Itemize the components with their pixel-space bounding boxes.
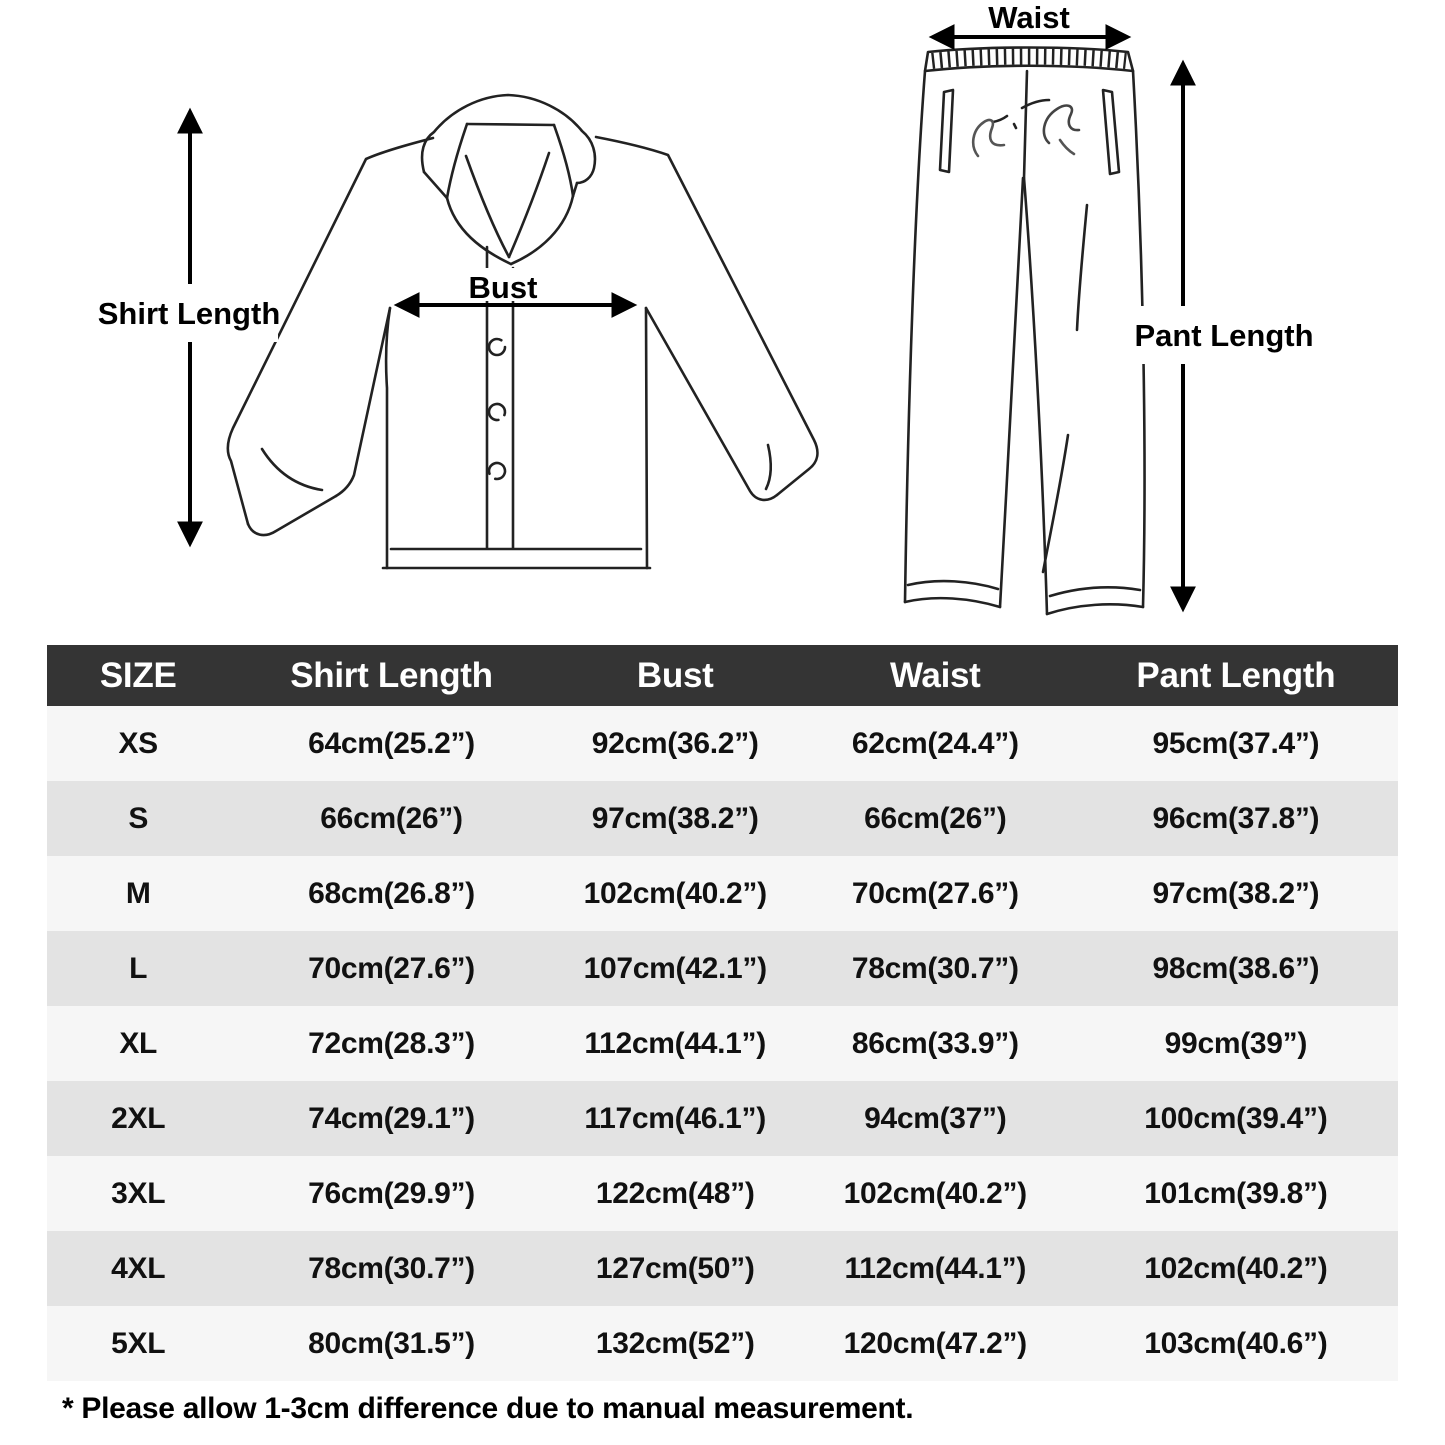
pants-drawing — [905, 48, 1145, 615]
table-row-m — [47, 856, 1398, 931]
cell-size: 4XL — [111, 1251, 166, 1285]
table-row-5xl — [47, 1306, 1398, 1381]
shirt-drawing — [228, 95, 818, 568]
cell-bust: 122cm(48”) — [595, 1176, 755, 1210]
pants-right-leg — [1024, 178, 1047, 614]
size-table-body — [47, 706, 1398, 1381]
shirt-button — [488, 403, 507, 422]
cell-shirt-length: 76cm(29.9”) — [308, 1176, 475, 1210]
cell-bust: 92cm(36.2”) — [591, 726, 759, 760]
cell-pant-length: 102cm(40.2”) — [1144, 1251, 1328, 1285]
cell-bust: 127cm(50”) — [595, 1251, 755, 1285]
cell-pant-length: 96cm(37.8”) — [1152, 801, 1320, 835]
cell-pant-length: 95cm(37.4”) — [1152, 726, 1320, 760]
cell-pant-length: 103cm(40.6”) — [1144, 1326, 1328, 1360]
cell-waist: 70cm(27.6”) — [851, 876, 1019, 910]
cell-shirt-length: 64cm(25.2”) — [308, 726, 475, 760]
cell-size: M — [125, 876, 151, 910]
cell-shirt-length: 68cm(26.8”) — [308, 876, 475, 910]
shirt-length-label: Shirt Length — [97, 296, 281, 331]
cell-shirt-length: 78cm(30.7”) — [308, 1251, 475, 1285]
cell-waist: 86cm(33.9”) — [851, 1026, 1019, 1060]
pants-waistband — [925, 48, 1133, 72]
cell-pant-length: 100cm(39.4”) — [1144, 1101, 1328, 1135]
cell-size: XS — [118, 726, 158, 760]
cell-waist: 66cm(26”) — [864, 801, 1007, 835]
cell-pant-length: 97cm(38.2”) — [1152, 876, 1320, 910]
table-row-xl — [47, 1006, 1398, 1081]
cell-waist: 62cm(24.4”) — [851, 726, 1019, 760]
table-row-4xl — [47, 1231, 1398, 1306]
cell-size: 3XL — [111, 1176, 166, 1210]
cell-pant-length: 99cm(39”) — [1164, 1026, 1308, 1060]
cell-bust: 102cm(40.2”) — [583, 876, 767, 910]
cell-pant-length: 98cm(38.6”) — [1152, 951, 1320, 985]
column-header-size: SIZE — [47, 645, 229, 706]
table-header-row — [47, 645, 1398, 706]
cell-shirt-length: 80cm(31.5”) — [308, 1326, 475, 1360]
cell-bust: 132cm(52”) — [595, 1326, 755, 1360]
bust-label: Bust — [468, 270, 538, 305]
shirt-button — [487, 461, 508, 482]
cell-shirt-length: 66cm(26”) — [320, 801, 463, 835]
table-row-xs — [47, 706, 1398, 781]
column-header-waist: Waist — [797, 645, 1074, 706]
cell-waist: 112cm(44.1”) — [844, 1251, 1027, 1285]
cell-size: 2XL — [111, 1101, 166, 1135]
pant-length-label: Pant Length — [1134, 318, 1314, 353]
column-header-pant-length: Pant Length — [1074, 645, 1398, 706]
table-row-3xl — [47, 1156, 1398, 1231]
shirt-body — [386, 308, 390, 568]
pants-left-pocket — [940, 90, 953, 172]
cell-shirt-length: 70cm(27.6”) — [308, 951, 475, 985]
cell-bust: 112cm(44.1”) — [584, 1026, 766, 1060]
cell-shirt-length: 72cm(28.3”) — [308, 1026, 475, 1060]
measurement-diagram — [0, 0, 1445, 645]
cell-pant-length: 101cm(39.8”) — [1144, 1176, 1328, 1210]
shirt-button — [489, 339, 505, 355]
column-header-bust: Bust — [554, 645, 797, 706]
shirt-right-sleeve — [596, 137, 817, 495]
table-row-l — [47, 931, 1398, 1006]
size-table — [47, 645, 1398, 1381]
cell-waist: 94cm(37”) — [864, 1101, 1007, 1135]
cell-waist: 120cm(47.2”) — [843, 1326, 1027, 1360]
pants-right-pocket — [1103, 90, 1119, 174]
waist-label: Waist — [988, 0, 1070, 35]
cell-size: L — [129, 951, 148, 985]
cell-bust: 97cm(38.2”) — [591, 801, 759, 835]
measurement-note: * Please allow 1-3cm difference due to manual measurement. — [62, 1392, 914, 1425]
cell-waist: 78cm(30.7”) — [851, 951, 1019, 985]
table-row-s — [47, 781, 1398, 856]
pants-left-leg — [905, 71, 925, 602]
cell-shirt-length: 74cm(29.1”) — [308, 1101, 475, 1135]
measurement-arrows — [98, 0, 1314, 608]
cell-size: XL — [119, 1026, 158, 1060]
cell-waist: 102cm(40.2”) — [843, 1176, 1027, 1210]
cell-bust: 107cm(42.1”) — [583, 951, 767, 985]
cell-size: S — [128, 801, 149, 835]
cell-size: 5XL — [111, 1326, 166, 1360]
column-header-shirt-length: Shirt Length — [229, 645, 553, 706]
table-row-2xl — [47, 1081, 1398, 1156]
cell-bust: 117cm(46.1”) — [584, 1101, 766, 1135]
